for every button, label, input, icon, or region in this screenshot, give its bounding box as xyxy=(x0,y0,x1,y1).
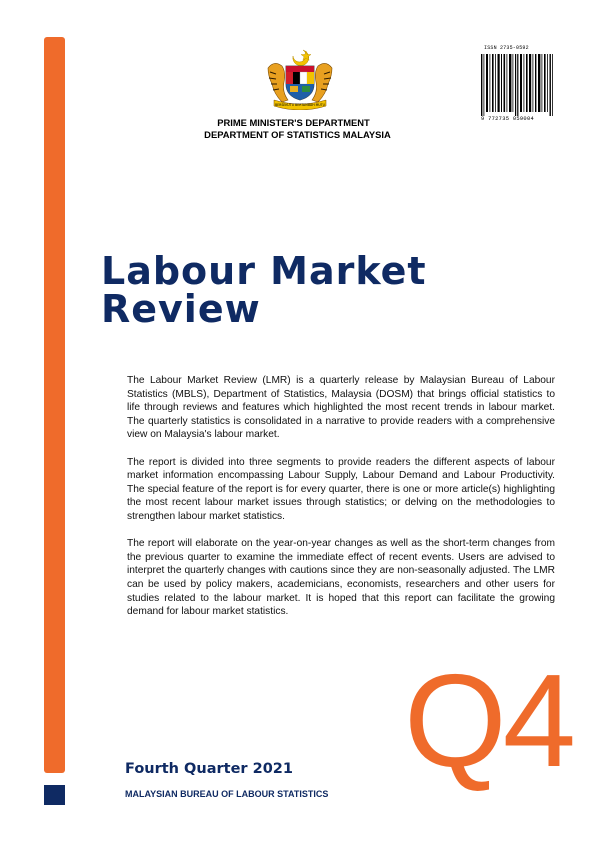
department-heading xyxy=(0,117,595,141)
barcode-digits: 9 772735 059004 xyxy=(481,116,535,122)
paragraph-1: The Labour Market Review (LMR) is a quarterly release by Malaysian Bureau of Labour Statistics (MBLS), Department of Statistics, Malaysia (DOSM) that brings official statistics to life through reviews and features which highlighted the most recent trends in labour market. The quarterly statistics is consolidated in a narrative to provide readers with a comprehensive view on Malaysia's labour market. xyxy=(127,375,555,441)
bureau-name: MALAYSIAN BUREAU OF LABOUR STATISTICS xyxy=(125,789,329,799)
issn-barcode-icon xyxy=(479,48,555,120)
svg-text:BERSEKUTU BERTAMBAH MUTU: BERSEKUTU BERTAMBAH MUTU xyxy=(274,103,326,107)
quarter-badge: Q4 xyxy=(404,647,573,794)
description-body xyxy=(127,374,555,632)
paragraph-2: The report is divided into three segments to provide readers the different aspects of labour market information encompassing Labour Supply, Labour Demand and Labour Productivity. The special feature of the report is for every quarter, there is one or more article(s) highlighting the most recent labour market issues through statistics; or delving on the methodologies to strengthen labour market statistics. xyxy=(127,456,555,522)
paragraph-3: The report will elaborate on the year-on-year changes as well as the short-term changes from the previous quarter to examine the immediate effect of recent events. Users are advised to interpret the quarterly changes with cautions since they are non-seasonally adjusted. The LMR can be used by policy makers, academicians, economists, researchers and other users for studies related to the labour market. It is hoped that this report can facilitate the growing demand for labour market statistics. xyxy=(127,538,555,618)
report-title xyxy=(101,249,427,331)
coat-of-arms-icon xyxy=(260,48,340,110)
navy-square-marker xyxy=(44,785,65,805)
title-line-1: Labour Market xyxy=(101,249,427,293)
dept-line-2: DEPARTMENT OF STATISTICS MALAYSIA xyxy=(204,129,391,140)
dept-line-1: PRIME MINISTER'S DEPARTMENT xyxy=(217,117,370,128)
orange-side-bar xyxy=(44,37,65,773)
issn-text: ISSN 2735-0592 xyxy=(484,45,529,51)
quarter-label: Fourth Quarter 2021 xyxy=(125,761,293,777)
title-line-2: Review xyxy=(101,287,261,331)
